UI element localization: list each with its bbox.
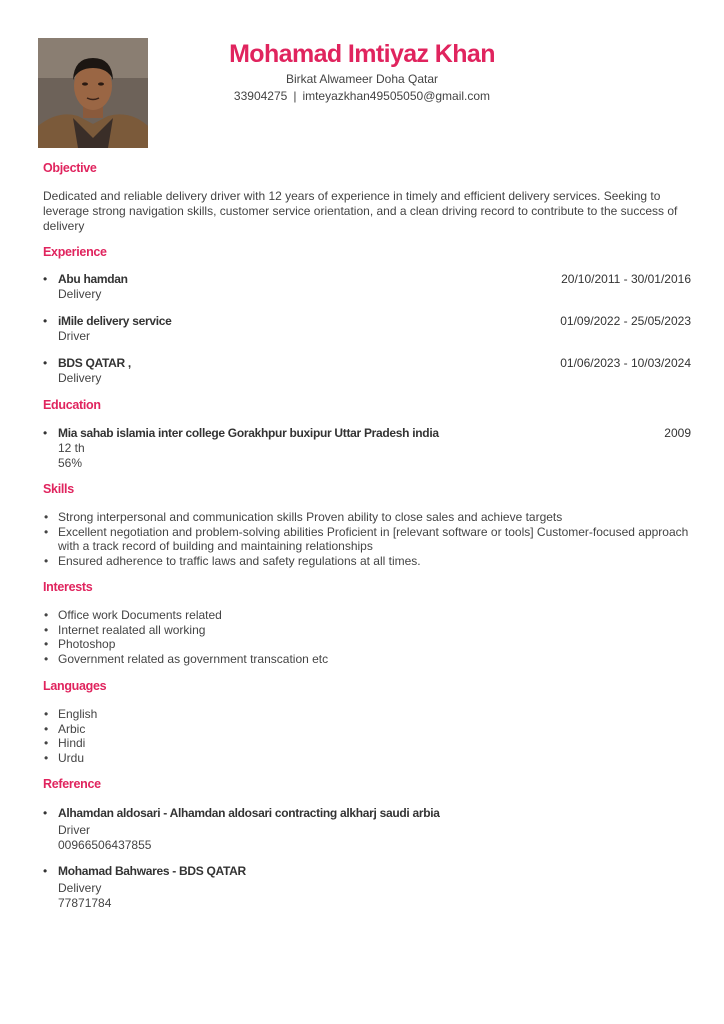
candidate-name: Mohamad Imtiyaz Khan [229, 40, 495, 68]
reference-heading: Reference [43, 777, 101, 791]
language-item: • Arbic [43, 722, 691, 737]
experience-company: Abu hamdan [58, 272, 128, 286]
bullet: • [43, 272, 48, 286]
experience-dates: 20/10/2011 - 30/01/2016 [561, 272, 691, 286]
skills-heading: Skills [43, 482, 74, 496]
interests-list [43, 608, 691, 666]
bullet: • [43, 426, 48, 440]
reference-name: Alhamdan aldosari - Alhamdan aldosari contracting alkharj saudi arbia [58, 806, 440, 820]
education-year: 2009 [664, 426, 691, 440]
bullet: • [43, 356, 48, 370]
bullet: • [43, 314, 48, 328]
experience-company: BDS QATAR , [58, 356, 131, 370]
skills-list [43, 510, 691, 568]
language-item: • English [43, 707, 691, 722]
contact-separator: | [293, 89, 297, 103]
experience-role: Driver [58, 329, 90, 343]
reference-role: Driver [58, 823, 90, 837]
experience-dates: 01/06/2023 - 10/03/2024 [560, 356, 691, 370]
objective-heading: Objective [43, 161, 97, 175]
skill-item: • Excellent negotiation and problem-solving abilities Proficient in [relevant software or tools] Customer-focused approach with a track record of building and maintaining relationships [43, 525, 691, 554]
reference-phone: 00966506437855 [58, 838, 152, 852]
language-item: • Urdu [43, 751, 691, 766]
education-heading: Education [43, 398, 101, 412]
experience-role: Delivery [58, 371, 102, 385]
language-item: • Hindi [43, 736, 691, 751]
languages-list [43, 707, 691, 765]
email-address: imteyazkhan49505050@gmail.com [302, 89, 491, 103]
interest-item: • Internet realated all working [43, 623, 691, 638]
interest-item: • Office work Documents related [43, 608, 691, 623]
address: Birkat Alwameer Doha Qatar [285, 72, 439, 86]
experience-heading: Experience [43, 245, 107, 259]
reference-name: Mohamad Bahwares - BDS QATAR [58, 864, 246, 878]
education-level: 12 th [58, 441, 85, 455]
profile-photo [38, 38, 148, 148]
interest-item: • Government related as government transcation etc [43, 652, 691, 667]
languages-heading: Languages [43, 679, 107, 693]
skill-item: • Strong interpersonal and communication skills Proven ability to close sales and achieve targets [43, 510, 691, 525]
skill-item: • Ensured adherence to traffic laws and safety regulations at all times. [43, 554, 691, 569]
education-school: Mia sahab islamia inter college Gorakhpur buxipur Uttar Pradesh india [58, 426, 439, 440]
experience-dates: 01/09/2022 - 25/05/2023 [560, 314, 691, 328]
interests-heading: Interests [43, 580, 93, 594]
phone-number: 33904275 [233, 89, 288, 103]
education-score: 56% [58, 456, 83, 470]
interest-item: • Photoshop [43, 637, 691, 652]
reference-role: Delivery [58, 881, 102, 895]
contact-line [150, 87, 574, 105]
experience-company: iMile delivery service [58, 314, 172, 328]
resume-header [150, 38, 574, 105]
experience-role: Delivery [58, 287, 102, 301]
bullet: • [43, 864, 48, 878]
objective-text: Dedicated and reliable delivery driver with 12 years of experience in timely and efficient delivery services. Seeking to leverage strong navigation skills, customer service orientation, and a clean driving record to contribute to the success of delivery [43, 189, 678, 233]
bullet: • [43, 806, 48, 820]
reference-phone: 77871784 [58, 896, 112, 910]
